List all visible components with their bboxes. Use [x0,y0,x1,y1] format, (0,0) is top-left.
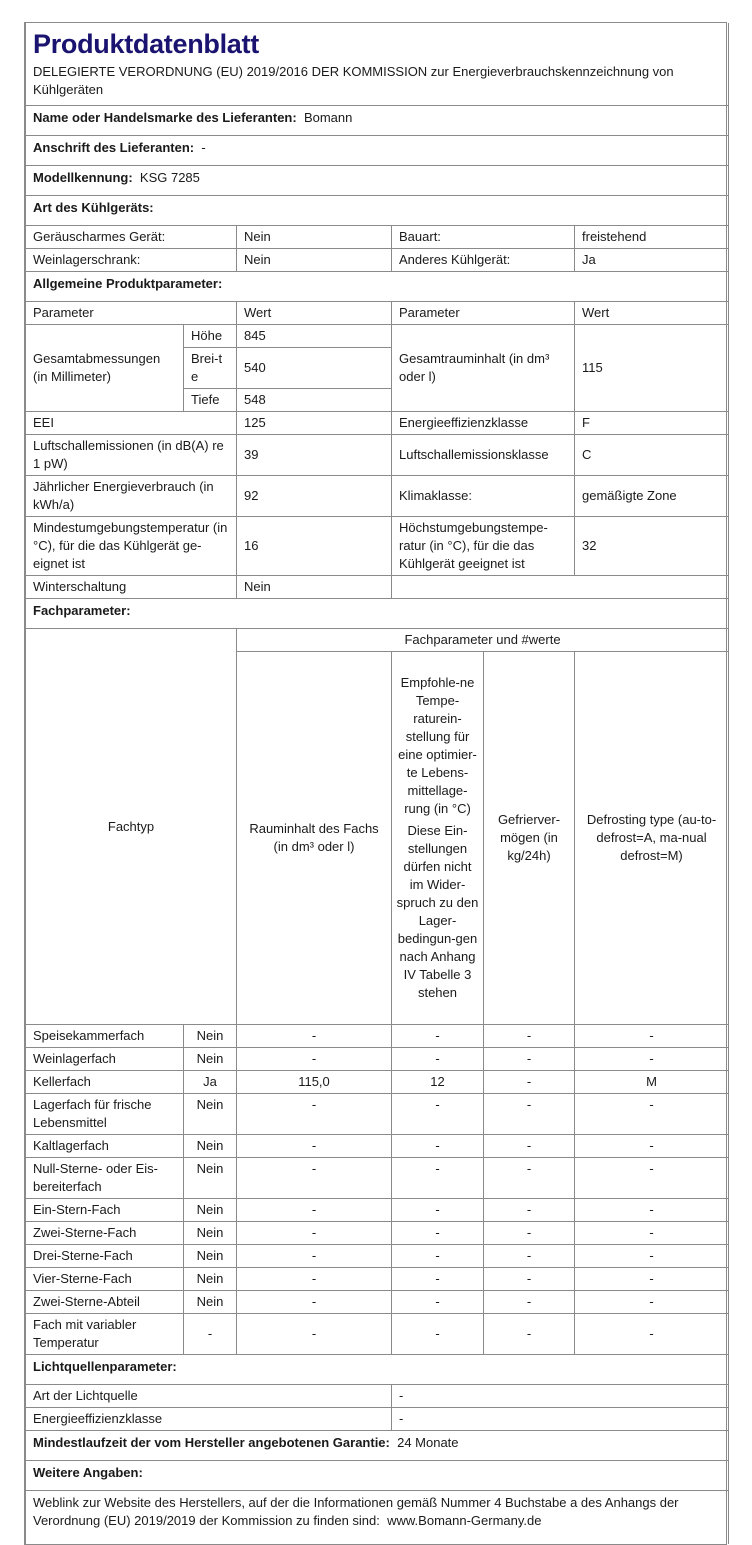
compartment-name: Drei-Sterne-Fach [26,1245,184,1268]
defrost-type-header: Defrosting type (au-to-defrost=A, ma-nual defrost=M) [575,652,729,1025]
compartment-name: Speisekammerfach [26,1025,184,1048]
compartment-name: Vier-Sterne-Fach [26,1268,184,1291]
energy-class-label: Energieeffizienzklasse [392,412,575,435]
page-title: Produktdatenblatt [33,29,259,59]
compartment-name: Weinlagerfach [26,1048,184,1071]
compartment-defrost: - [575,1025,729,1048]
compartment-defrost: - [575,1048,729,1071]
compartment-row [26,1291,729,1314]
compartment-freeze: - [484,1158,575,1199]
light-type-label: Art der Lichtquelle [26,1385,392,1408]
total-volume-value: 115 [575,325,729,412]
compartment-volume: - [237,1291,392,1314]
design-type-label: Bauart: [392,226,575,249]
device-type-row [26,226,729,249]
noise-value: 39 [237,435,392,476]
light-row [26,1408,729,1431]
compartment-volume: - [237,1199,392,1222]
temp-header [392,652,484,1025]
compartment-temp: - [392,1199,484,1222]
total-volume-label: Gesamtrauminhalt (in dm³ oder l) [392,325,575,412]
product-data-sheet [24,22,727,1545]
model-label: Modellkennung: [33,170,133,185]
param-row [26,576,729,599]
annual-energy-value: 92 [237,476,392,517]
compartment-rows [26,1025,729,1355]
compartment-name: Fach mit variabler Temperatur [26,1314,184,1355]
compartment-temp: - [392,1048,484,1071]
supplier-name-row [26,106,729,136]
compartment-defrost: - [575,1199,729,1222]
wine-cabinet-value: Nein [237,249,392,272]
compartment-defrost: - [575,1291,729,1314]
compartment-temp: - [392,1135,484,1158]
compartment-present: - [184,1314,237,1355]
compartment-volume: - [237,1135,392,1158]
general-params-header-row [26,302,729,325]
section-heading: Allgemeine Produktparameter: [33,276,223,291]
other-device-value: Ja [575,249,729,272]
compartment-temp: - [392,1268,484,1291]
compartment-row [26,1094,729,1135]
compartment-freeze: - [484,1245,575,1268]
compartment-temp: - [392,1314,484,1355]
section-heading: Weitere Angaben: [33,1465,143,1480]
compartment-row [26,1314,729,1355]
compartment-freeze: - [484,1025,575,1048]
compartment-present: Nein [184,1291,237,1314]
device-type-heading [26,196,729,226]
compartment-row [26,1071,729,1094]
compartment-row [26,1135,729,1158]
noise-class-value: C [575,435,729,476]
compartment-temp: - [392,1158,484,1199]
section-heading: Art des Kühlgeräts: [33,200,154,215]
compartment-row [26,1048,729,1071]
dimensions-row [26,325,729,348]
compartment-present: Nein [184,1025,237,1048]
light-type-value: - [392,1385,729,1408]
annual-energy-label: Jährlicher Energieverbrauch (in kWh/a) [26,476,237,517]
warranty-row [26,1431,729,1461]
section-heading: Fachparameter: [33,603,131,618]
compartment-defrost: - [575,1094,729,1135]
light-params-heading [26,1355,729,1385]
compartment-present: Nein [184,1222,237,1245]
min-temp-label: Mindestumgebungstemperatur (in °C), für die das Kühlgerät ge-eignet ist [26,517,237,576]
warranty-label: Mindestlaufzeit der vom Hersteller angebotenen Garantie: [33,1435,390,1450]
compartment-present: Nein [184,1094,237,1135]
device-type-row [26,249,729,272]
supplier-address-value: - [201,140,206,155]
compartment-freeze: - [484,1291,575,1314]
compartment-row [26,1222,729,1245]
compartment-row [26,1268,729,1291]
param-row [26,412,729,435]
compartment-present: Nein [184,1245,237,1268]
compartment-row [26,1245,729,1268]
compartment-temp: - [392,1222,484,1245]
compartment-group-header: Fachparameter und #werte [237,629,729,652]
compartment-row [26,1199,729,1222]
param-row [26,476,729,517]
energy-class-value: F [575,412,729,435]
width-label: Brei-te [184,348,237,389]
compartment-table [25,628,729,1355]
regulation-subtitle: DELEGIERTE VERORDNUNG (EU) 2019/2016 DER KOMMISSION zur Energieverbrauchskennzeichnung von Kühlgeräten [33,64,674,97]
general-params-heading [26,272,729,302]
eei-label: EEI [26,412,237,435]
param-row [26,517,729,576]
noise-class-label: Luftschallemissionsklasse [392,435,575,476]
compartment-present: Nein [184,1199,237,1222]
compartment-name: Kaltlagerfach [26,1135,184,1158]
footer-table [25,1354,729,1544]
compartment-temp: 12 [392,1071,484,1094]
weblink-text: Weblink zur Website des Herstellers, auf der die Informationen gemäß Nummer 4 Buchstabe a des Anhangs der Verordnung (EU) 2019/2019 der Kommission zu finden sind: [33,1495,679,1528]
depth-value: 548 [237,389,392,412]
compartment-name: Zwei-Sterne-Abteil [26,1291,184,1314]
compartment-freeze: - [484,1268,575,1291]
compartment-temp: - [392,1094,484,1135]
compartment-volume: - [237,1268,392,1291]
compartment-freeze: - [484,1199,575,1222]
param-row [26,435,729,476]
compartment-volume: - [237,1222,392,1245]
compartment-defrost: - [575,1245,729,1268]
climate-class-value: gemäßigte Zone [575,476,729,517]
compartment-type-header: Fachtyp [26,629,237,1025]
compartment-defrost: - [575,1268,729,1291]
compartment-present: Nein [184,1048,237,1071]
compartment-defrost: - [575,1222,729,1245]
eei-value: 125 [237,412,392,435]
compartment-defrost: - [575,1314,729,1355]
winter-switch-label: Winterschaltung [26,576,237,599]
compartment-temp: - [392,1291,484,1314]
compartment-freeze: - [484,1135,575,1158]
temp-header-text: Empfohle-ne Tempe-raturein-stellung für eine optimier-te Lebens-mittellage-rung (in °C) [398,675,477,816]
compartment-freeze: - [484,1094,575,1135]
data-sheet-table [25,23,729,629]
compartment-present: Nein [184,1135,237,1158]
light-class-label: Energieeffizienzklasse [26,1408,392,1431]
compartment-volume: - [237,1094,392,1135]
compartment-defrost: - [575,1135,729,1158]
light-row [26,1385,729,1408]
compartment-name: Ein-Stern-Fach [26,1199,184,1222]
compartment-params-heading [26,599,729,629]
depth-label: Tiefe [184,389,237,412]
compartment-row [26,1025,729,1048]
compartment-volume: - [237,1025,392,1048]
compartment-volume: - [237,1245,392,1268]
max-temp-value: 32 [575,517,729,576]
supplier-address-label: Anschrift des Lieferanten: [33,140,195,155]
compartment-volume: - [237,1314,392,1355]
noise-label: Luftschallemissionen (in dB(A) re 1 pW) [26,435,237,476]
design-type-value: freistehend [575,226,729,249]
supplier-address-row [26,136,729,166]
further-info-heading [26,1461,729,1491]
winter-switch-value: Nein [237,576,392,599]
dimensions-label: Gesamtabmessungen (in Millimeter) [26,325,184,412]
model-value: KSG 7285 [139,170,200,185]
compartment-volume: 115,0 [237,1071,392,1094]
compartment-name: Zwei-Sterne-Fach [26,1222,184,1245]
light-class-value: - [392,1408,729,1431]
height-label: Höhe [184,325,237,348]
freeze-capacity-header: Gefrierver-mögen (in kg/24h) [484,652,575,1025]
height-value: 845 [237,325,392,348]
temp-header-note: Diese Ein-stellungen dürfen nicht im Wider-spruch zu den Lager-bedingun-gen nach Anhang IV Tabelle 3 stehen [396,823,479,1000]
compartment-present: Ja [184,1071,237,1094]
empty-cell [392,576,729,599]
compartment-volume: - [237,1048,392,1071]
compartment-defrost: M [575,1071,729,1094]
compartment-name: Kellerfach [26,1071,184,1094]
compartment-freeze: - [484,1071,575,1094]
compartment-present: Nein [184,1268,237,1291]
manufacturer-weblink[interactable]: www.Bomann-Germany.de [387,1513,542,1528]
quiet-device-label: Geräuscharmes Gerät: [26,226,237,249]
compartment-present: Nein [184,1158,237,1199]
compartment-freeze: - [484,1222,575,1245]
min-temp-value: 16 [237,517,392,576]
compartment-temp: - [392,1245,484,1268]
other-device-label: Anderes Kühlgerät: [392,249,575,272]
title-row [26,23,729,106]
climate-class-label: Klimaklasse: [392,476,575,517]
supplier-name-value: Bomann [303,110,353,125]
weblink-row [26,1491,729,1545]
column-header: Parameter [26,302,237,325]
column-header: Wert [237,302,392,325]
max-temp-label: Höchstumgebungstempe-ratur (in °C), für die das Kühlgerät geeignet ist [392,517,575,576]
volume-header: Rauminhalt des Fachs (in dm³ oder l) [237,652,392,1025]
section-heading: Lichtquellenparameter: [33,1359,177,1374]
wine-cabinet-label: Weinlagerschrank: [26,249,237,272]
compartment-volume: - [237,1158,392,1199]
supplier-name-label: Name oder Handelsmarke des Lieferanten: [33,110,297,125]
compartment-freeze: - [484,1048,575,1071]
compartment-defrost: - [575,1158,729,1199]
compartment-row [26,1158,729,1199]
model-row [26,166,729,196]
warranty-value: 24 Monate [397,1435,459,1450]
compartment-freeze: - [484,1314,575,1355]
column-header: Wert [575,302,729,325]
compartment-temp: - [392,1025,484,1048]
width-value: 540 [237,348,392,389]
column-header: Parameter [392,302,575,325]
compartment-name: Null-Sterne- oder Eis-bereiterfach [26,1158,184,1199]
compartment-name: Lagerfach für frische Lebensmittel [26,1094,184,1135]
quiet-device-value: Nein [237,226,392,249]
